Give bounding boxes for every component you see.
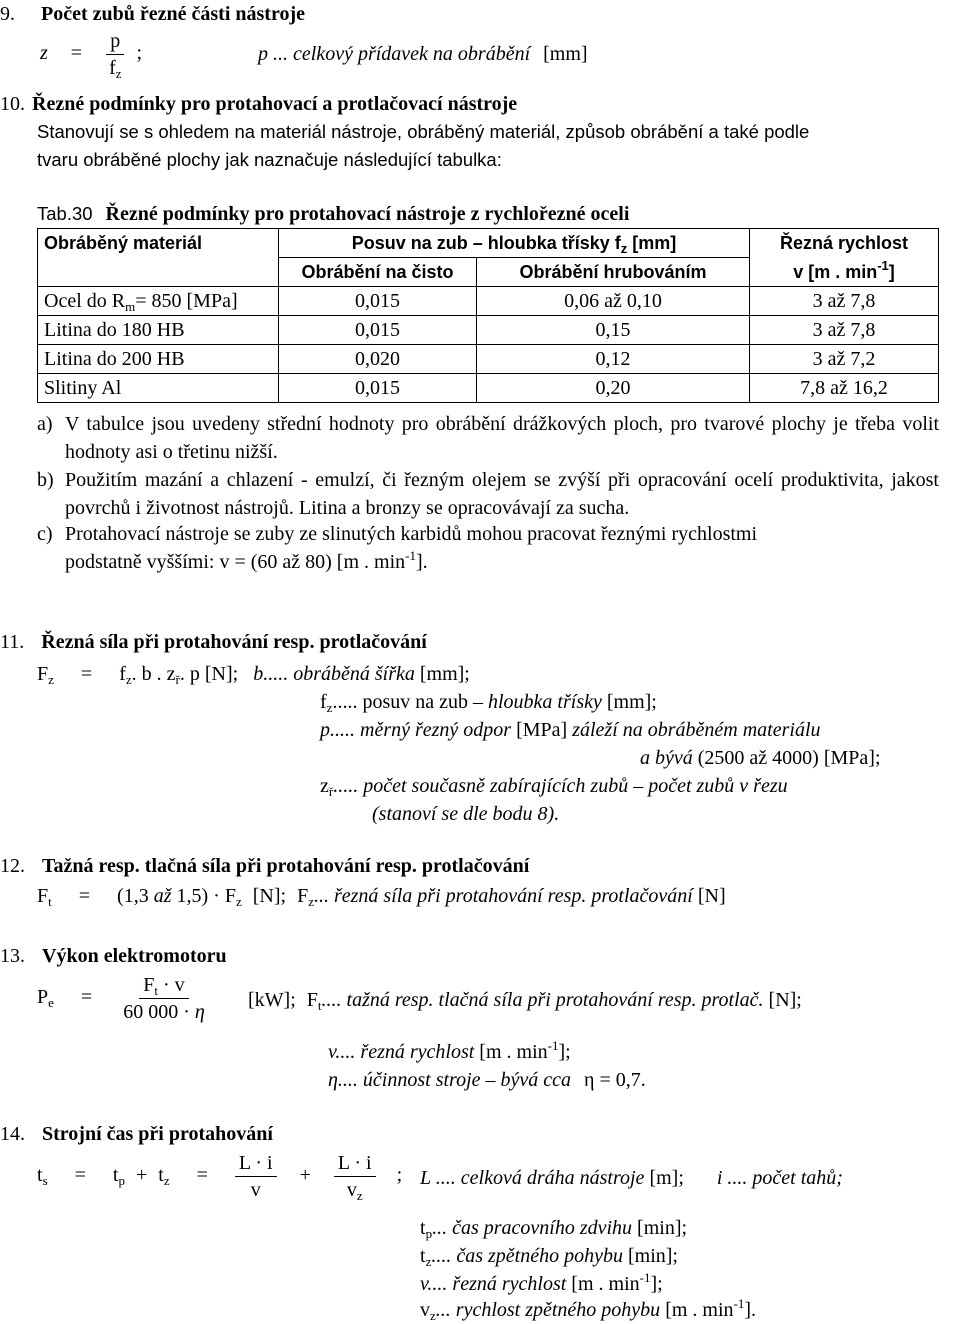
- cell-material: Slitiny Al: [38, 374, 279, 403]
- section-12-heading: [0, 852, 529, 880]
- legend-l-i: L .... celková dráha nástroje [m]; i .... počet tahů;: [420, 1167, 843, 1189]
- legend-v-speed: v.... řezná rychlost [m . $\min^{-1}$];: [420, 1270, 663, 1295]
- legend-vz: $v_z$... rychlost zpětného pohybu [m . $\min^{-1}$].: [420, 1296, 757, 1323]
- legend-zr-cont: (stanoví se dle bodu 8).: [372, 803, 560, 825]
- formula-pull-force: $F_t = (1,3$ až $1,5) \cdot F_z$ [N]; $F_z$... řezná síla při protahování resp. protlačování [N]: [37, 885, 726, 909]
- section-title: Počet zubů řezné části nástroje: [41, 3, 306, 25]
- formula-machine-time: $t_s = t_p + t_z$ = $\frac{L \cdot i}{v}$ + $\frac{L \cdot i}{v_z}$ ;: [37, 1152, 403, 1203]
- legend-p-cont: a bývá (2500 až 4000) [MPa];: [640, 747, 881, 769]
- legend-fz: $f_z$..... posuv na zub – hloubka třísky [mm];: [320, 691, 657, 715]
- note-b: b) Použitím mazání a chlazení - emulzí, či řezným olejem se zvýší při opracování ocelí produktivita, jakost povrchů i životnost nástrojů. Litina a bronzy se opracovávají za sucha.: [37, 469, 939, 519]
- fraction-numerator: p: [106, 28, 124, 55]
- legend-tz: $t_z$.... čas zpětného pohybu [min];: [420, 1245, 678, 1269]
- formula-power: $P_e$ = $\frac{F_t \cdot v}{60 000 \cdot \eta}$: [37, 972, 209, 1025]
- header-speed-1: Řezná rychlost: [750, 229, 939, 258]
- header-feed: Posuv na zub – hloubka třísky $f_z$ [mm]: [279, 229, 750, 258]
- cell-material: Litina do 200 HB: [38, 345, 279, 374]
- section-number: 9.: [0, 3, 15, 25]
- section-13-heading: [0, 942, 227, 970]
- formula-eq: =: [70, 42, 83, 65]
- cell-rough: 0,12: [477, 345, 750, 374]
- cell-material: Litina do 180 HB: [38, 316, 279, 345]
- note-c: c) Protahovací nástroje se zuby ze slinutých karbidů mohou pracovat řeznými rychlostmi podstatně vyššími: v = (60 až 80) [m . $\min^{-1}$].: [37, 523, 758, 573]
- table-caption: Tab.30 Řezné podmínky pro protahovací nástroje z rychlořezné oceli: [37, 203, 630, 225]
- table-row: [38, 345, 939, 374]
- legend-zr: $z_ř$..... počet současně zabírajících zubů – počet zubů v řezu: [320, 775, 788, 799]
- header-material: Obráběný materiál: [38, 229, 279, 258]
- formula-lhs: z: [40, 42, 48, 65]
- note-a: a) V tabulce jsou uvedeny střední hodnoty pro obrábění drážkových ploch, pro tvarové plochy je třeba volit hodnoty asi o třetinu nižší.: [37, 413, 939, 463]
- section-number: 13.: [0, 945, 25, 967]
- fraction-denominator: $f_z$: [109, 57, 122, 81]
- header-finish: Obrábění na čisto: [279, 258, 477, 287]
- formula-teeth-count: [40, 28, 142, 81]
- formula-semicolon: ;: [136, 42, 143, 65]
- paragraph-line: Stanovují se s ohledem na materiál nástroje, obráběný materiál, způsob obrábění a také podle: [37, 121, 810, 142]
- cell-speed: 3 až 7,2: [750, 345, 939, 374]
- cutting-conditions-table: [37, 228, 939, 403]
- table-row: [38, 287, 939, 316]
- section-title: Strojní čas při protahování: [42, 1123, 273, 1145]
- cell-rough: 0,15: [477, 316, 750, 345]
- variable-description: p ... celkový přídavek na obrábění [mm]: [258, 43, 588, 65]
- section-number: 12.: [0, 855, 25, 877]
- section-title: Řezné podmínky pro protahovací a protlačovací nástroje: [32, 93, 518, 115]
- section-14-heading: [0, 1120, 273, 1148]
- cell-finish: 0,015: [279, 287, 477, 316]
- cell-material: Ocel do $R_m= 850$ [MPa]: [38, 287, 279, 316]
- header-material-empty: [38, 258, 279, 287]
- legend-v: v.... řezná rychlost [m . $\min^{-1}$];: [328, 1038, 571, 1063]
- section-number: 14.: [0, 1123, 25, 1145]
- cell-finish: 0,015: [279, 316, 477, 345]
- header-speed-2: v [m . $\min^{-1}$]: [750, 258, 939, 287]
- paragraph-line: tvaru obráběné plochy jak naznačuje následující tabulka:: [37, 149, 502, 170]
- header-rough: Obrábění hrubováním: [477, 258, 750, 287]
- time-fraction-1: $\frac{L \cdot i}{v}$: [235, 1150, 277, 1203]
- cell-rough: 0,06 až 0,10: [477, 287, 750, 316]
- table-row: [38, 316, 939, 345]
- formula-fraction: [105, 28, 125, 81]
- section-title: Řezná síla při protahování resp. protlačování: [41, 631, 427, 653]
- section-number: 10.: [0, 93, 25, 115]
- section-title: Tažná resp. tlačná síla při protahování resp. protlačování: [42, 855, 530, 877]
- section-number: 11.: [0, 631, 25, 653]
- legend-ft: [kW]; $F_t$.... tažná resp. tlačná síla při protahování resp. protlač. [N];: [248, 989, 802, 1013]
- section-9-heading: [0, 0, 305, 28]
- section-title: Výkon elektromotoru: [42, 945, 227, 967]
- section-11-heading: [0, 628, 427, 656]
- cell-speed: 3 až 7,8: [750, 287, 939, 316]
- cell-rough: 0,20: [477, 374, 750, 403]
- power-fraction: $\frac{F_t \cdot v}{60 000 \cdot \eta}$: [123, 974, 205, 1023]
- cell-finish: 0,020: [279, 345, 477, 374]
- cell-speed: 3 až 7,8: [750, 316, 939, 345]
- legend-tp: $t_p$... čas pracovního zdvihu [min];: [420, 1217, 688, 1241]
- cell-finish: 0,015: [279, 374, 477, 403]
- legend-p: p..... měrný řezný odpor [MPa] záleží na obráběném materiálu: [320, 719, 821, 741]
- legend-eta: η.... účinnost stroje – bývá cca η = 0,7.: [328, 1069, 646, 1091]
- table-row: [38, 374, 939, 403]
- cell-speed: 7,8 až 16,2: [750, 374, 939, 403]
- time-fraction-2: $\frac{L \cdot i}{v_z}$: [334, 1150, 376, 1203]
- section-10-heading: [0, 90, 517, 118]
- formula-cutting-force: $F_z = f_z$. b . $z_ř$. p [N]; b..... obráběná šířka [mm];: [37, 663, 470, 687]
